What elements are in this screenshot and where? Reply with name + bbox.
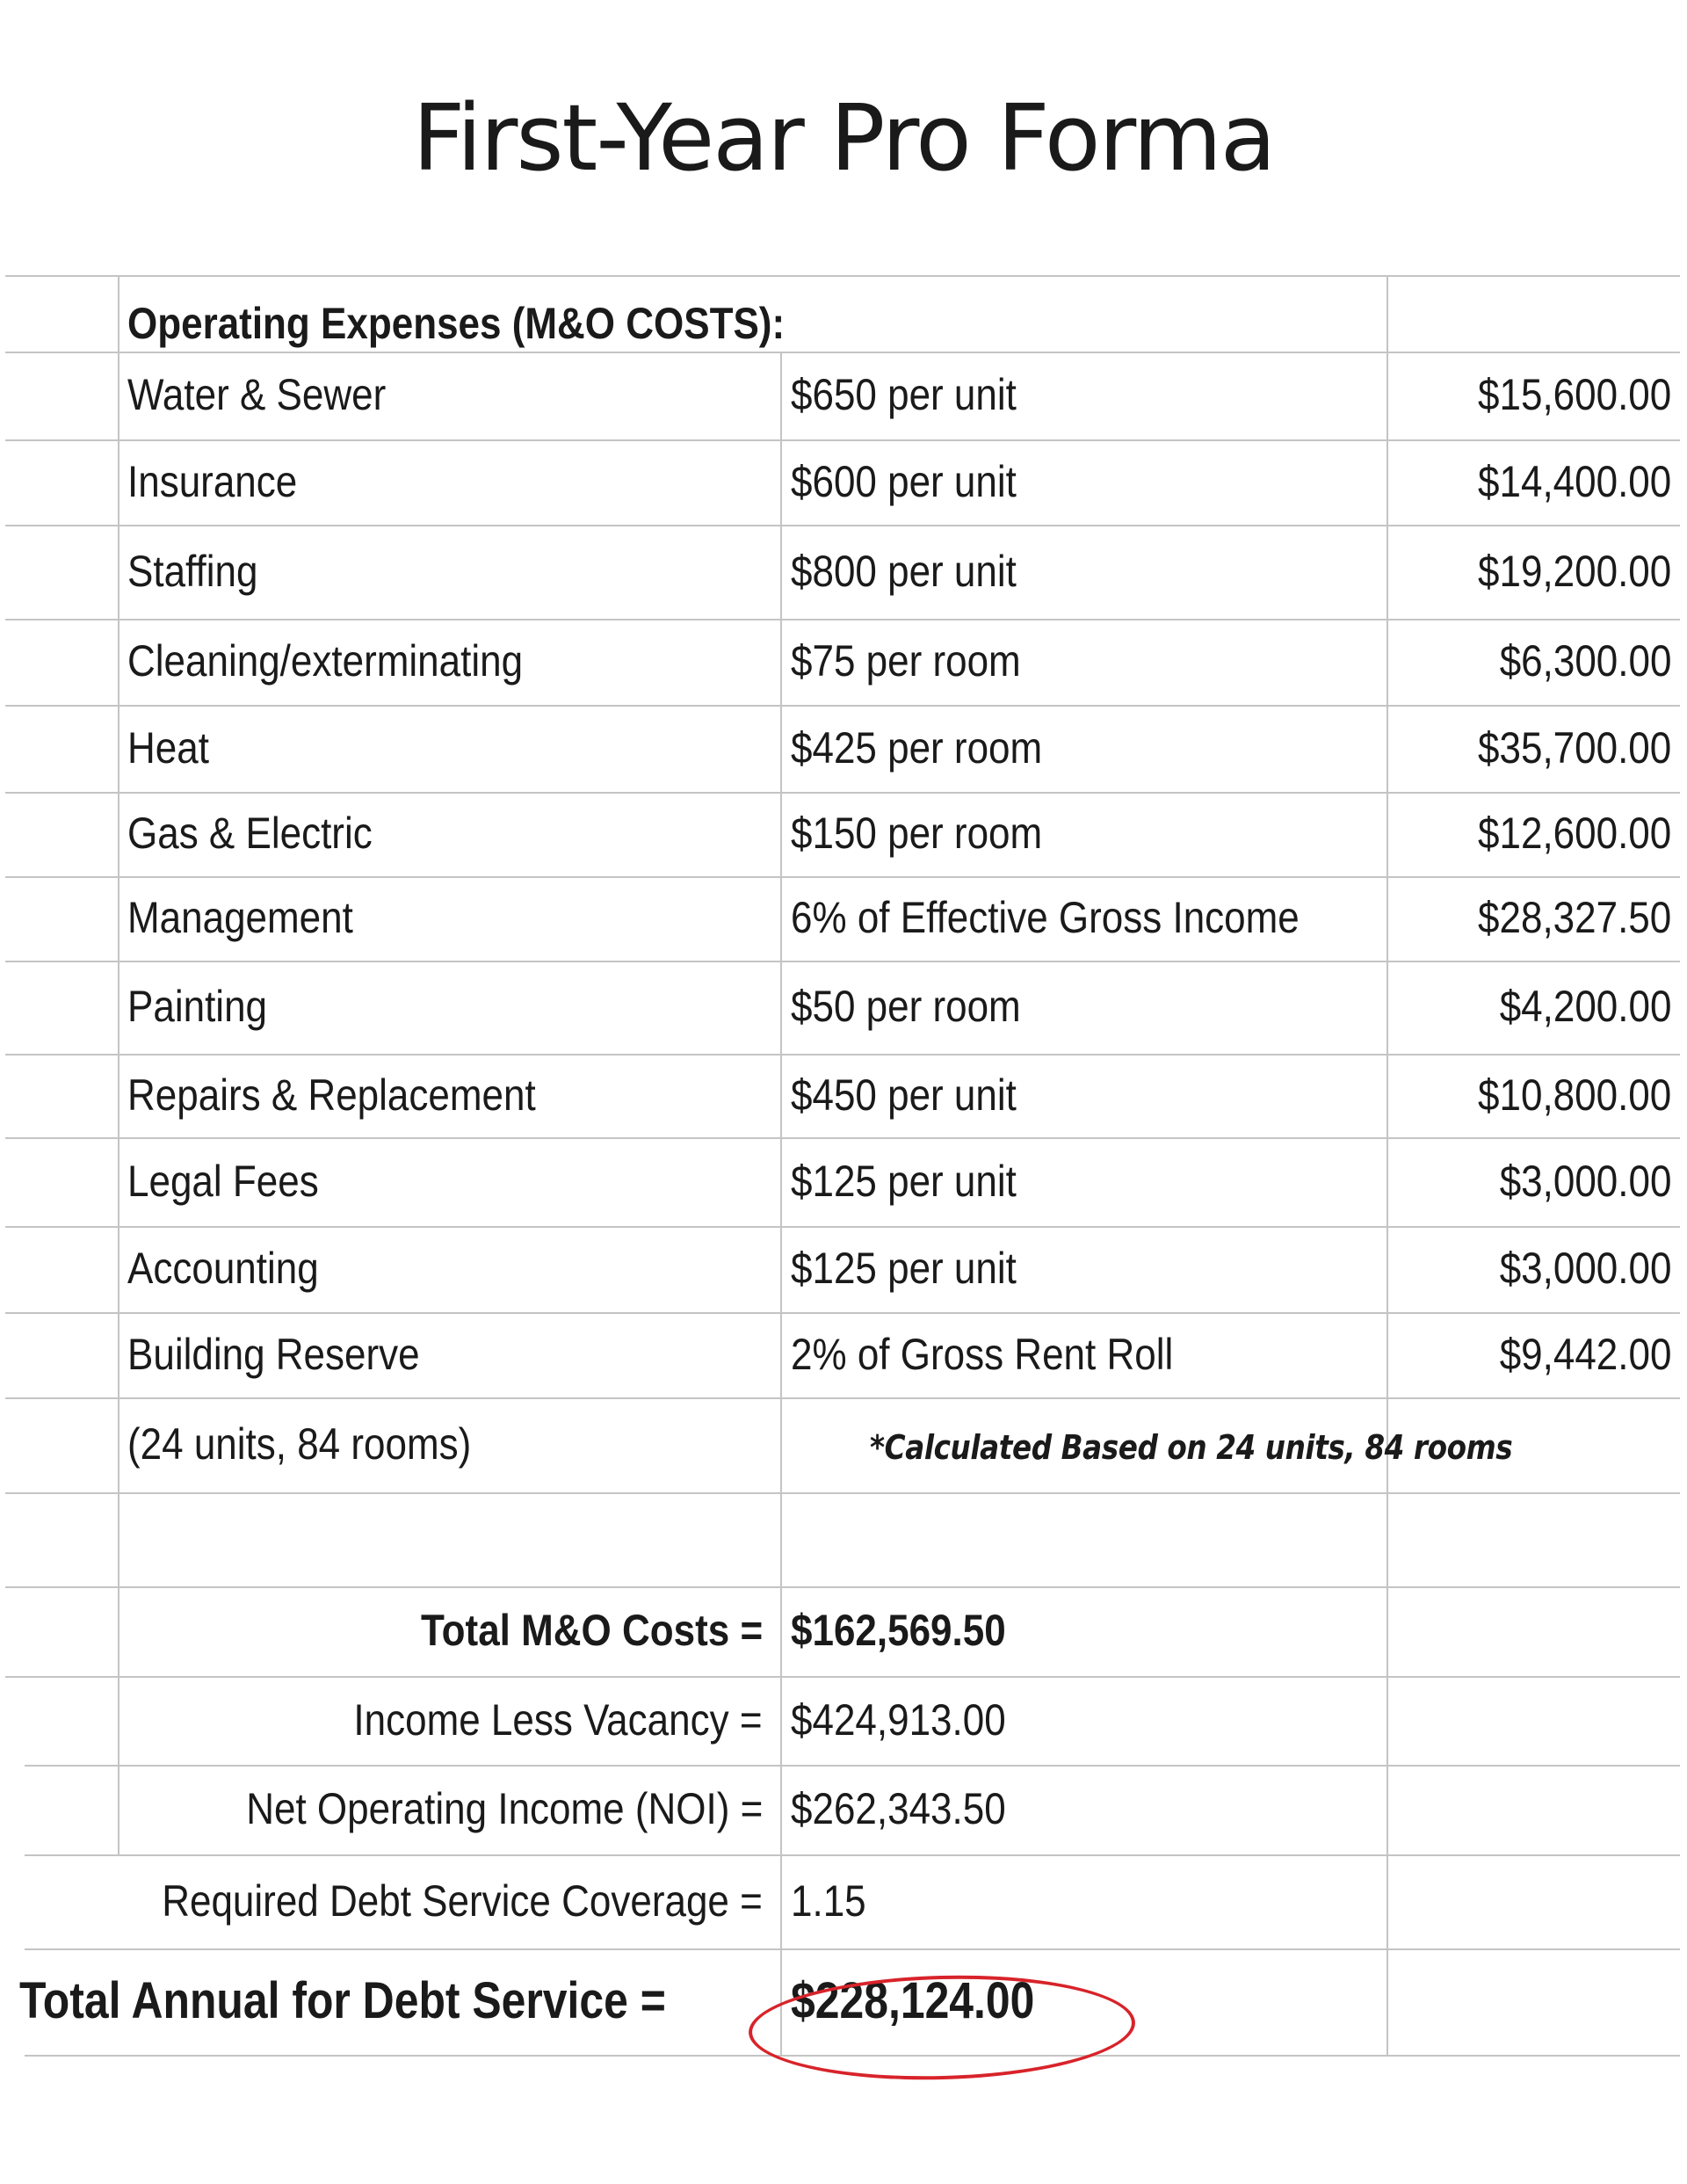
expense-rate: $650 per unit xyxy=(791,370,1017,419)
expense-rate: $150 per room xyxy=(791,809,1043,858)
expense-rate: $800 per unit xyxy=(791,547,1017,596)
summary-value: $424,913.00 xyxy=(791,1695,1006,1745)
grid-column-line xyxy=(118,275,119,1854)
expense-amount: $9,442.00 xyxy=(1499,1330,1671,1379)
grid-row-line xyxy=(5,439,1680,441)
expense-rate: 6% of Effective Gross Income xyxy=(791,893,1300,942)
expense-item: Building Reserve xyxy=(127,1330,420,1379)
expense-amount: $19,200.00 xyxy=(1477,547,1671,596)
expense-item: Painting xyxy=(127,982,268,1031)
grid-row-line xyxy=(5,1226,1680,1228)
summary-label: Total M&O Costs = xyxy=(420,1606,763,1655)
summary-label: Required Debt Service Coverage = xyxy=(162,1876,763,1926)
grid-row-line xyxy=(5,876,1680,878)
grid-row-line xyxy=(5,1676,1680,1678)
expense-amount: $10,800.00 xyxy=(1477,1070,1671,1120)
expense-rate: $450 per unit xyxy=(791,1070,1017,1120)
grid-row-line xyxy=(5,1586,1680,1588)
expense-item: Staffing xyxy=(127,547,258,596)
expense-amount: $12,600.00 xyxy=(1477,809,1671,858)
expense-item: Legal Fees xyxy=(127,1157,319,1206)
expense-item: Water & Sewer xyxy=(127,370,387,419)
expense-amount: $28,327.50 xyxy=(1477,893,1671,942)
summary-label: Income Less Vacancy = xyxy=(353,1695,763,1745)
grid-row-line xyxy=(5,1397,1680,1399)
section-header: Operating Expenses (M&O COSTS): xyxy=(127,299,786,348)
total-label: Total Annual for Debt Service = xyxy=(19,1972,666,2029)
grid-row-line xyxy=(5,525,1680,526)
grid-row-line xyxy=(5,1137,1680,1139)
expense-amount: $14,400.00 xyxy=(1477,457,1671,506)
grid-row-line xyxy=(5,705,1680,707)
grid-row-line xyxy=(25,1948,1680,1950)
units-note: (24 units, 84 rooms) xyxy=(127,1419,472,1469)
expense-item: Gas & Electric xyxy=(127,809,373,858)
expense-item: Heat xyxy=(127,723,209,773)
total-value: $228,124.00 xyxy=(791,1972,1035,2029)
grid-row-line xyxy=(5,275,1680,277)
summary-value: $262,343.50 xyxy=(791,1784,1006,1833)
summary-value: $162,569.50 xyxy=(791,1606,1006,1655)
expense-amount: $3,000.00 xyxy=(1499,1157,1671,1206)
grid-row-line xyxy=(5,1492,1680,1494)
expense-rate: $125 per unit xyxy=(791,1157,1017,1206)
expense-item: Repairs & Replacement xyxy=(127,1070,536,1120)
grid-column-line xyxy=(780,352,782,2055)
expense-rate: $125 per unit xyxy=(791,1244,1017,1293)
calculation-note: *Calculated Based on 24 units, 84 rooms xyxy=(870,1428,1513,1467)
grid-column-line xyxy=(1387,275,1388,2055)
expense-amount: $6,300.00 xyxy=(1499,636,1671,686)
grid-row-line xyxy=(5,619,1680,620)
expense-rate: $75 per room xyxy=(791,636,1021,686)
summary-label: Net Operating Income (NOI) = xyxy=(245,1784,763,1833)
expense-item: Management xyxy=(127,893,353,942)
expense-amount: $3,000.00 xyxy=(1499,1244,1671,1293)
page-title: First-Year Pro Forma xyxy=(412,84,1275,192)
grid-row-line xyxy=(5,352,1680,353)
grid-row-line xyxy=(25,1854,1680,1856)
expense-amount: $35,700.00 xyxy=(1477,723,1671,773)
expense-rate: 2% of Gross Rent Roll xyxy=(791,1330,1174,1379)
grid-row-line xyxy=(5,1312,1680,1314)
expense-amount: $4,200.00 xyxy=(1499,982,1671,1031)
expense-item: Accounting xyxy=(127,1244,319,1293)
grid-row-line xyxy=(5,961,1680,962)
expense-amount: $15,600.00 xyxy=(1477,370,1671,419)
expense-item: Insurance xyxy=(127,457,298,506)
expense-rate: $50 per room xyxy=(791,982,1021,1031)
summary-value: 1.15 xyxy=(791,1876,866,1926)
expense-rate: $425 per room xyxy=(791,723,1043,773)
grid-row-line xyxy=(25,1765,1680,1767)
grid-row-line xyxy=(5,1054,1680,1056)
expense-item: Cleaning/exterminating xyxy=(127,636,524,686)
grid-row-line xyxy=(5,792,1680,794)
expense-rate: $600 per unit xyxy=(791,457,1017,506)
